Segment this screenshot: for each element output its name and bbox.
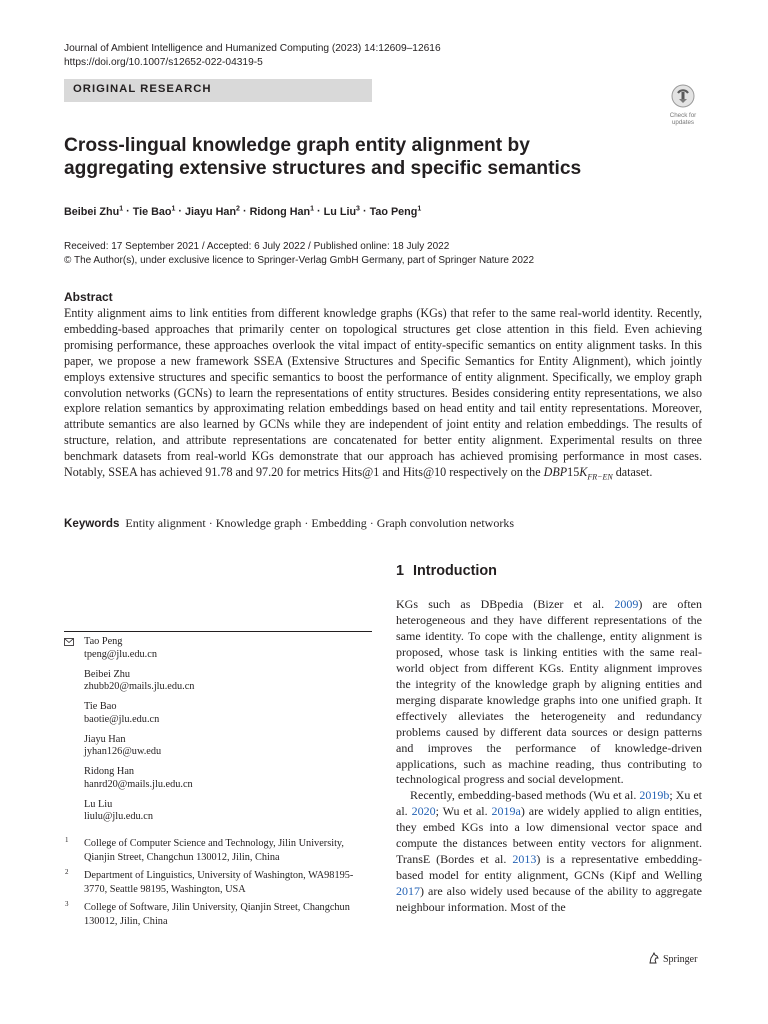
contact-email[interactable]: zhubb20@mails.jlu.edu.cn bbox=[84, 681, 195, 692]
keywords bbox=[64, 516, 514, 531]
copyright-notice: © The Author(s), under exclusive licence to Springer-Verlag GmbH Germany, part of Springer Nature 2022 bbox=[64, 255, 534, 266]
contact-email[interactable]: tpeng@jlu.edu.cn bbox=[84, 648, 157, 660]
publisher-logo bbox=[648, 952, 697, 965]
affiliations bbox=[64, 837, 374, 933]
author-name[interactable]: Beibei Zhu$^1$ bbox=[64, 205, 124, 218]
article-title: Cross-lingual knowledge graph entity alignment by aggregating extensive structures and specific semantics bbox=[64, 135, 582, 179]
journal-header bbox=[64, 42, 441, 70]
author-list bbox=[64, 205, 421, 218]
contact-email[interactable]: hanrd20@mails.jlu.edu.cn bbox=[84, 778, 193, 790]
abstract-tail: dataset. bbox=[612, 465, 653, 480]
check-updates-icon bbox=[671, 84, 695, 108]
author-contact bbox=[64, 701, 374, 726]
badge-label-line1: Check for bbox=[669, 112, 697, 119]
affiliation-item bbox=[64, 837, 374, 864]
check-for-updates-badge[interactable] bbox=[664, 84, 702, 124]
article-type-label: ORIGINAL RESEARCH bbox=[73, 83, 212, 95]
author-affiliation-marker: 2 bbox=[236, 205, 240, 212]
contact-name: Tao Peng bbox=[84, 636, 123, 647]
citation-link[interactable]: 2019a bbox=[491, 804, 521, 819]
citation-link[interactable]: 2013 bbox=[512, 852, 537, 867]
paragraph-text: ) is a representative embedding-based model for entity alignment, GCNs (Kipf and Welling bbox=[396, 852, 703, 883]
paragraph-text: ; Xu et al. bbox=[396, 788, 703, 819]
author-separator: · bbox=[239, 205, 250, 218]
section-number: 1 bbox=[396, 563, 405, 579]
abstract-text: Entity alignment aims to link entities from different knowledge graphs (KGs) that refer to the same real-world identity. Recently, embedding-based approaches that primarily center on topological structures get close attention in this field. Even achieving promising performance, these approaches overlook the vital impact of entity-specific semantics on entity alignment tasks. In this paper, we propose a new framework SSEA (Extensive Structures and Specific Semantics for Entity Alignment), which jointly employs extensive structures and specific semantics to boost the performance of entity alignment. Specifically, we employ graph convolution networks (GCNs) to learn the representations of entity structures. Besides considering entity representations, we also explore relation semantics by approximating relation embeddings based on head entity and tail entity representations. Moreover, attribute semantics are also learned by GCNs while they are independent of joint entity and relation embeddings. The results of structure, relation, and attribute representations are concatenated for better entity alignment. Experimental results on three benchmark datasets from real-world KGs demonstrate that our approach has achieved promising performance in most cases. Notably, SSEA has achieved 91.78 and 97.20 for metrics Hits@1 and Hits@10 respectively on the bbox=[64, 306, 702, 480]
journal-citation: Journal of Ambient Intelligence and Humanized Computing (2023) 14:12609–12616 bbox=[64, 43, 441, 54]
citation-link[interactable]: 2009 bbox=[614, 597, 639, 611]
author-name[interactable]: Lu Liu$^3$ bbox=[323, 205, 360, 218]
badge-label-line2: updates bbox=[671, 118, 695, 126]
publication-history: Received: 17 September 2021 / Accepted: 6 July 2022 / Published online: 18 July 2022 bbox=[64, 241, 450, 252]
contact-email[interactable]: jyhan126@uw.edu bbox=[84, 746, 162, 757]
affiliation-number: 2 bbox=[65, 868, 69, 876]
author-name[interactable]: Jiayu Han$^2$ bbox=[185, 205, 240, 218]
affiliation-text: College of Software, Jilin University, Qianjin Street, Changchun 130012, Jilin, China bbox=[84, 902, 350, 927]
springer-horse-icon bbox=[648, 952, 660, 964]
paragraph-text: Recently, embedding-based methods (Wu et al. bbox=[410, 788, 640, 803]
intro-paragraph-2 bbox=[396, 788, 702, 916]
contact-name: Ridong Han bbox=[84, 766, 135, 777]
contact-email[interactable]: baotie@jlu.edu.cn bbox=[84, 713, 160, 725]
author-affiliation-marker: 1 bbox=[171, 205, 176, 212]
contact-name: Jiayu Han bbox=[84, 733, 126, 745]
contact-email[interactable]: liulu@jlu.edu.cn bbox=[84, 811, 153, 822]
affiliation-item bbox=[64, 901, 374, 928]
citation-link[interactable]: 2020 bbox=[411, 804, 436, 819]
section-title: Introduction bbox=[413, 563, 497, 579]
mail-icon bbox=[64, 638, 74, 646]
author-contacts bbox=[64, 636, 374, 831]
author-separator: · bbox=[123, 205, 133, 218]
author-contact bbox=[64, 669, 374, 694]
section-heading-introduction bbox=[396, 563, 497, 579]
author-affiliation-marker: 3 bbox=[356, 205, 360, 212]
paragraph-text: KGs such as DBpedia (Bizer et al. bbox=[396, 597, 615, 611]
author-contact bbox=[64, 734, 374, 759]
author-separator: · bbox=[175, 205, 186, 218]
affiliation-text: College of Computer Science and Technology, Jilin University, Qianjin Street, Changchun 130012, Jilin, China bbox=[84, 838, 344, 863]
affiliation-number: 1 bbox=[65, 836, 69, 844]
dataset-name: $DBP15K_{FR-EN}$ bbox=[543, 465, 613, 482]
citation-link[interactable]: 2019b bbox=[639, 788, 670, 803]
paragraph-text: ; Wu et al. bbox=[435, 804, 492, 819]
author-name[interactable]: Tie Bao$^1$ bbox=[132, 205, 176, 218]
publication-dates bbox=[64, 240, 534, 268]
paragraph-text: ) are widely applied to align entities, they embed KGs into a low dimensional vector space and compute the distances between entity vectors for alignment. TransE (Bordes et al. bbox=[396, 804, 702, 867]
citation-link[interactable]: 2017 bbox=[396, 884, 420, 899]
affiliation-number: 3 bbox=[65, 900, 69, 908]
author-contact bbox=[64, 799, 374, 824]
author-separator: · bbox=[314, 205, 324, 218]
contact-name: Lu Liu bbox=[84, 798, 113, 810]
author-name[interactable]: Ridong Han$^1$ bbox=[249, 205, 315, 218]
publisher-name: Springer bbox=[663, 954, 698, 965]
author-affiliation-marker: 1 bbox=[310, 205, 315, 212]
affiliation-item bbox=[64, 869, 374, 896]
contact-name: Beibei Zhu bbox=[84, 668, 131, 680]
author-name[interactable]: Tao Peng$^1$ bbox=[369, 205, 422, 218]
author-contact bbox=[64, 766, 374, 791]
intro-paragraph-1 bbox=[396, 597, 702, 788]
affiliation-text: Department of Linguistics, University of Washington, WA98195-3770, Seattle 98195, Washington, USA bbox=[84, 870, 354, 895]
abstract-heading: Abstract bbox=[64, 290, 113, 304]
abstract-body bbox=[64, 306, 702, 485]
keywords-list: Entity alignment · Knowledge graph · Embedding · Graph convolution networks bbox=[125, 516, 515, 530]
footnote-divider bbox=[64, 631, 372, 632]
paragraph-text: ) are also widely used because of the ability to aggregate neighbour information. Most of the bbox=[396, 884, 702, 915]
doi-link[interactable]: https://doi.org/10.1007/s12652-022-04319-5 bbox=[64, 57, 263, 68]
paragraph-text: ) are often heterogeneous and they have different representations of the same identity. To cope with the challenge, entity alignment is proposed, whose task is linking entities with the same real-world object from different KGs. Entity alignment improves the integrity of the knowledge graph by aligning entities and merging disparate knowledge graphs into one unified graph. It effectively alleviates the heterogeneity and redundancy problems caused by different data sources or design patterns and improves the performance of knowledge-driven applications, such as machine reading, thus contributing to technological progress and social development. bbox=[396, 597, 702, 787]
author-affiliation-marker: 1 bbox=[417, 205, 422, 212]
author-separator: · bbox=[359, 205, 370, 218]
article-type-banner bbox=[64, 79, 372, 102]
author-affiliation-marker: 1 bbox=[119, 205, 124, 212]
contact-name: Tie Bao bbox=[84, 701, 117, 712]
keywords-label: Keywords bbox=[64, 517, 120, 530]
author-contact bbox=[64, 636, 374, 661]
introduction-body bbox=[396, 597, 702, 916]
